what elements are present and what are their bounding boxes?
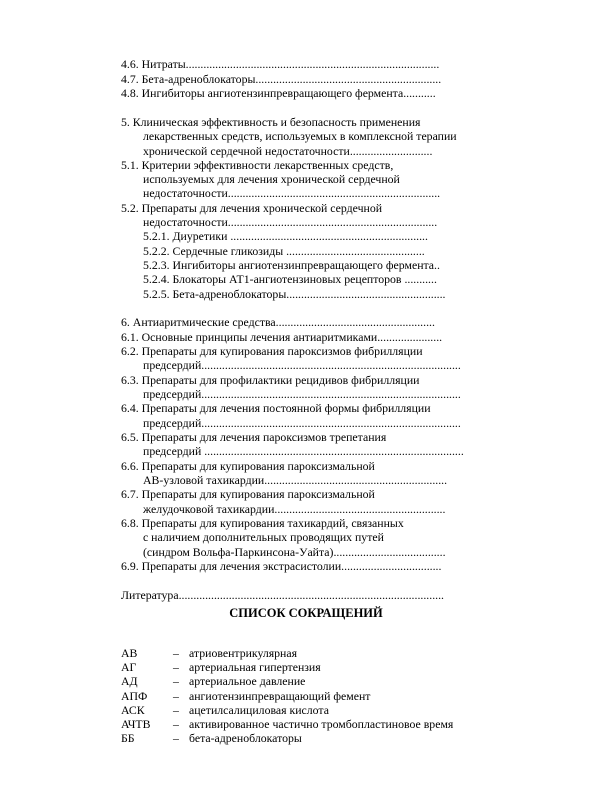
toc-line: 6.6. Препараты для купирования пароксизмальной [121,459,375,473]
toc-line: 6.1. Основные принципы лечения антиаритмиками...................... [121,330,443,344]
abbreviation: АЧТВ [121,717,151,731]
toc-line: АВ-узловой тахикардии.............................................................. [143,473,448,487]
toc-line: 6.3. Препараты для профилактики рецидивов фибрилляции [121,373,420,387]
abbreviation-definition: артериальная гипертензия [189,660,321,674]
dash: – [173,689,179,703]
toc-line: предсердий ........................................................................................ [143,444,464,458]
abbreviation-definition: ацетилсалициловая кислота [189,703,329,717]
toc-line: 4.7. Бета-адреноблокаторы............................................................... [121,72,442,86]
toc-line: 6.8. Препараты для купирования тахикардий, связанных [121,516,404,530]
toc-line: с наличием дополнительных проводящих путей [143,530,384,544]
dash: – [173,674,179,688]
toc-line: хронической сердечной недостаточности............................ [143,144,433,158]
abbreviation: АД [121,674,138,688]
toc-line: 4.8. Ингибиторы ангиотензинпревращающего фермента........... [121,86,436,100]
toc-line: 5. Клиническая эффективность и безопасность применения [121,115,421,129]
abbreviation: АСК [121,703,145,717]
toc-line: (синдром Вольфа-Паркинсона-Уайта)...................................... [143,545,446,559]
abbreviation-definition: ангиотензинпревращающий фемент [189,689,371,703]
toc-line: недостаточности........................................................................ [143,186,441,200]
toc-line: предсердий........................................................................................ [143,387,461,401]
toc-line: 5.2.2. Сердечные гликозиды ............................................... [143,244,425,258]
toc-line: 6.4. Препараты для лечения постоянной формы фибрилляции [121,401,431,415]
toc-line: 5.2.5. Бета-адреноблокаторы...................................................... [143,287,446,301]
toc-line-literature: Литература.......................................................................................... [121,588,444,602]
toc-line: 5.2.4. Блокаторы АТ1-ангиотензиновых рецепторов ........... [143,272,437,286]
toc-line: 6.9. Препараты для лечения экстрасистолии.................................. [121,559,442,573]
abbreviation: АПФ [121,689,148,703]
abbreviations-title: СПИСОК СОКРАЩЕНИЙ [229,606,383,620]
toc-line: 5.2.1. Диуретики ................................................................... [143,229,428,243]
abbreviation-definition: артериальное давление [189,674,306,688]
toc-line: 5.2.3. Ингибиторы ангиотензинпревращающего фермента.. [143,258,440,272]
toc-line: 5.2. Препараты для лечения хронической сердечной [121,201,383,215]
toc-line: предсердий........................................................................................ [143,358,461,372]
toc-line: используемых для лечения хронической сердечной [143,172,400,186]
dash: – [173,703,179,717]
abbreviation-definition: активированное частично тромбопластиновое время [189,717,454,731]
toc-line: лекарственных средств, используемых в комплексной терапии [143,129,457,143]
dash: – [173,717,179,731]
dash: – [173,731,179,745]
abbreviation-definition: атриовентрикулярная [189,646,298,660]
abbreviation: ББ [121,731,135,745]
toc-line: 4.6. Нитраты...................................................................................... [121,57,440,71]
toc-line: 6.5. Препараты для лечения пароксизмов трепетания [121,430,387,444]
toc-line: желудочковой тахикардии.......................................................... [143,502,446,516]
toc-line: 6.7. Препараты для купирования пароксизмальной [121,487,375,501]
abbreviation: АГ [121,660,137,674]
toc-line: недостаточности....................................................................... [143,215,438,229]
toc-line: 6. Антиаритмические средства...................................................... [121,315,435,329]
abbreviation-definition: бета-адреноблокаторы [189,731,302,745]
abbreviation: АВ [121,646,138,660]
toc-line: предсердий........................................................................................ [143,416,461,430]
dash: – [173,660,179,674]
dash: – [173,646,179,660]
toc-line: 5.1. Критерии эффективности лекарственных средств, [121,158,394,172]
toc-line: 6.2. Препараты для купирования пароксизмов фибрилляции [121,344,423,358]
